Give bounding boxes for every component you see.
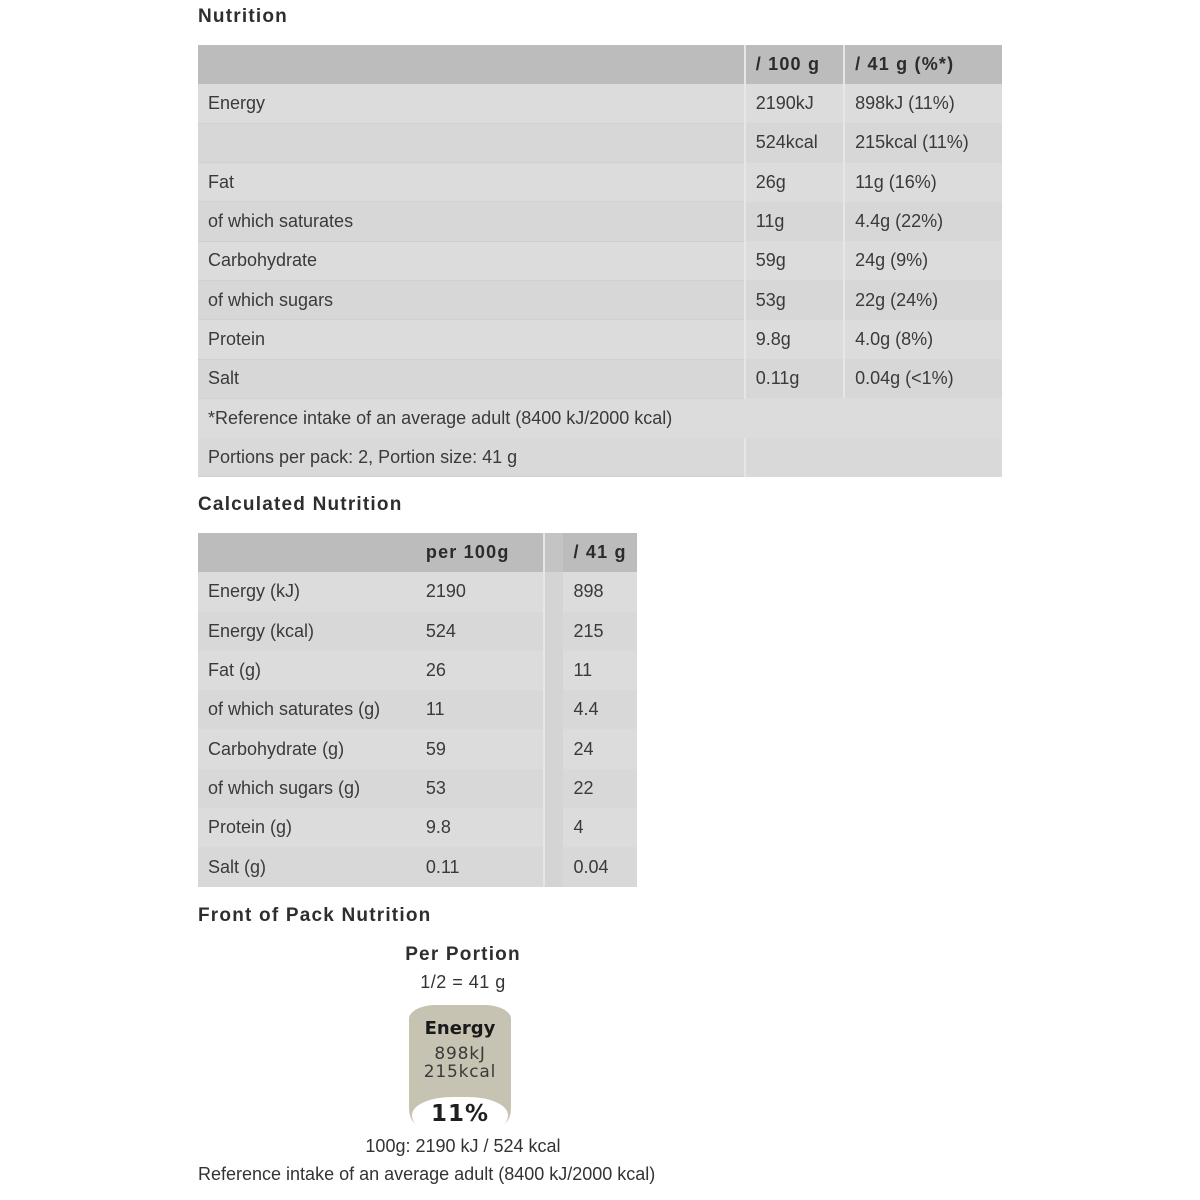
table-row: [198, 359, 1002, 398]
table-row: [198, 320, 1002, 359]
badge-energy-kcal: 215kcal: [423, 1062, 497, 1082]
nutrition-title: Nutrition: [198, 6, 288, 27]
value-per-100g: 9.8: [416, 808, 545, 847]
value-per-100g: 2190kJ: [745, 84, 844, 123]
header-nutrient: [198, 45, 745, 84]
nutrient-name: of which sugars: [198, 280, 745, 319]
value-per-100g: 9.8g: [745, 320, 844, 359]
column-divider: [544, 847, 563, 886]
value-per-portion: 4.0g (8%): [844, 320, 1002, 359]
table-row-reference: [198, 398, 1002, 437]
table-row: [198, 769, 637, 808]
nutrient-name: of which saturates: [198, 202, 745, 241]
column-divider: [544, 651, 563, 690]
column-divider: [544, 572, 563, 611]
nutrient-name: Salt (g): [198, 847, 416, 886]
table-row: [198, 651, 637, 690]
value-per-portion: 22: [563, 769, 637, 808]
value-per-100g: 53g: [745, 280, 844, 319]
nutrient-name: Protein: [198, 320, 745, 359]
value-per-portion: 0.04g (<1%): [844, 359, 1002, 398]
empty-cell: [745, 438, 1002, 477]
nutrient-name: Fat: [198, 163, 745, 202]
front-of-pack-title: Front of Pack Nutrition: [198, 905, 432, 926]
value-per-100g: 0.11g: [745, 359, 844, 398]
value-per-portion: 24g (9%): [844, 241, 1002, 280]
nutrient-name: Energy (kcal): [198, 612, 416, 651]
column-divider: [544, 769, 563, 808]
table-row: [198, 202, 1002, 241]
value-per-100g: 59g: [745, 241, 844, 280]
nutrient-name: of which saturates (g): [198, 690, 416, 729]
table-row: [198, 84, 1002, 123]
value-per-portion: 898kJ (11%): [844, 84, 1002, 123]
table-row: [198, 847, 637, 886]
value-per-portion: 898: [563, 572, 637, 611]
nutrient-name: Energy (kJ): [198, 572, 416, 611]
value-per-100g: 59: [416, 729, 545, 768]
value-per-portion: 215kcal (11%): [844, 123, 1002, 162]
table-header-row: [198, 45, 1002, 84]
nutrition-table: [198, 45, 1002, 477]
nutrient-name: Carbohydrate (g): [198, 729, 416, 768]
table-row: [198, 729, 637, 768]
table-row: [198, 123, 1002, 162]
header-per-portion: / 41 g (%*): [844, 45, 1002, 84]
column-divider: [544, 533, 563, 572]
portions-note: Portions per pack: 2, Portion size: 41 g: [198, 438, 745, 477]
calculated-nutrition-title: Calculated Nutrition: [198, 494, 403, 515]
per-portion-heading: Per Portion: [405, 944, 521, 965]
badge-energy-kj: 898kJ: [434, 1044, 486, 1064]
per-100g-energy: 100g: 2190 kJ / 524 kcal: [365, 1136, 561, 1156]
value-per-100g: 11g: [745, 202, 844, 241]
nutrient-name: of which sugars (g): [198, 769, 416, 808]
value-per-100g: 524kcal: [745, 123, 844, 162]
column-divider: [544, 808, 563, 847]
table-row: [198, 241, 1002, 280]
reference-intake-note: *Reference intake of an average adult (8400 kJ/2000 kcal): [198, 398, 1002, 437]
table-row: [198, 690, 637, 729]
column-divider: [544, 690, 563, 729]
badge-label: Energy: [424, 1018, 496, 1039]
column-divider: [544, 729, 563, 768]
value-per-portion: 11: [563, 651, 637, 690]
value-per-portion: 4.4g (22%): [844, 202, 1002, 241]
value-per-100g: 2190: [416, 572, 545, 611]
energy-badge: [409, 1005, 511, 1131]
header-per-100g: / 100 g: [745, 45, 844, 84]
calculated-nutrition-table: [198, 533, 637, 887]
nutrient-name: [198, 123, 745, 162]
value-per-portion: 4: [563, 808, 637, 847]
portion-size-label: 1/2 = 41 g: [420, 972, 506, 992]
nutrient-name: Energy: [198, 84, 745, 123]
value-per-portion: 0.04: [563, 847, 637, 886]
header-per-portion: / 41 g: [563, 533, 637, 572]
table-row: [198, 612, 637, 651]
nutrient-name: Salt: [198, 359, 745, 398]
value-per-100g: 53: [416, 769, 545, 808]
value-per-portion: 215: [563, 612, 637, 651]
value-per-portion: 11g (16%): [844, 163, 1002, 202]
nutrient-name: Carbohydrate: [198, 241, 745, 280]
nutrient-name: Fat (g): [198, 651, 416, 690]
value-per-portion: 22g (24%): [844, 280, 1002, 319]
value-per-portion: 4.4: [563, 690, 637, 729]
value-per-100g: 11: [416, 690, 545, 729]
value-per-100g: 26g: [745, 163, 844, 202]
table-row: [198, 808, 637, 847]
table-row: [198, 280, 1002, 319]
value-per-portion: 24: [563, 729, 637, 768]
table-row: [198, 572, 637, 611]
table-header-row: [198, 533, 637, 572]
value-per-100g: 0.11: [416, 847, 545, 886]
header-per-100g: per 100g: [416, 533, 545, 572]
badge-percent: 11%: [430, 1101, 490, 1127]
value-per-100g: 26: [416, 651, 545, 690]
reference-intake-footer: Reference intake of an average adult (8400 kJ/2000 kcal): [198, 1164, 656, 1184]
table-row-portions: [198, 438, 1002, 477]
header-nutrient: [198, 533, 416, 572]
table-row: [198, 163, 1002, 202]
column-divider: [544, 612, 563, 651]
nutrient-name: Protein (g): [198, 808, 416, 847]
value-per-100g: 524: [416, 612, 545, 651]
